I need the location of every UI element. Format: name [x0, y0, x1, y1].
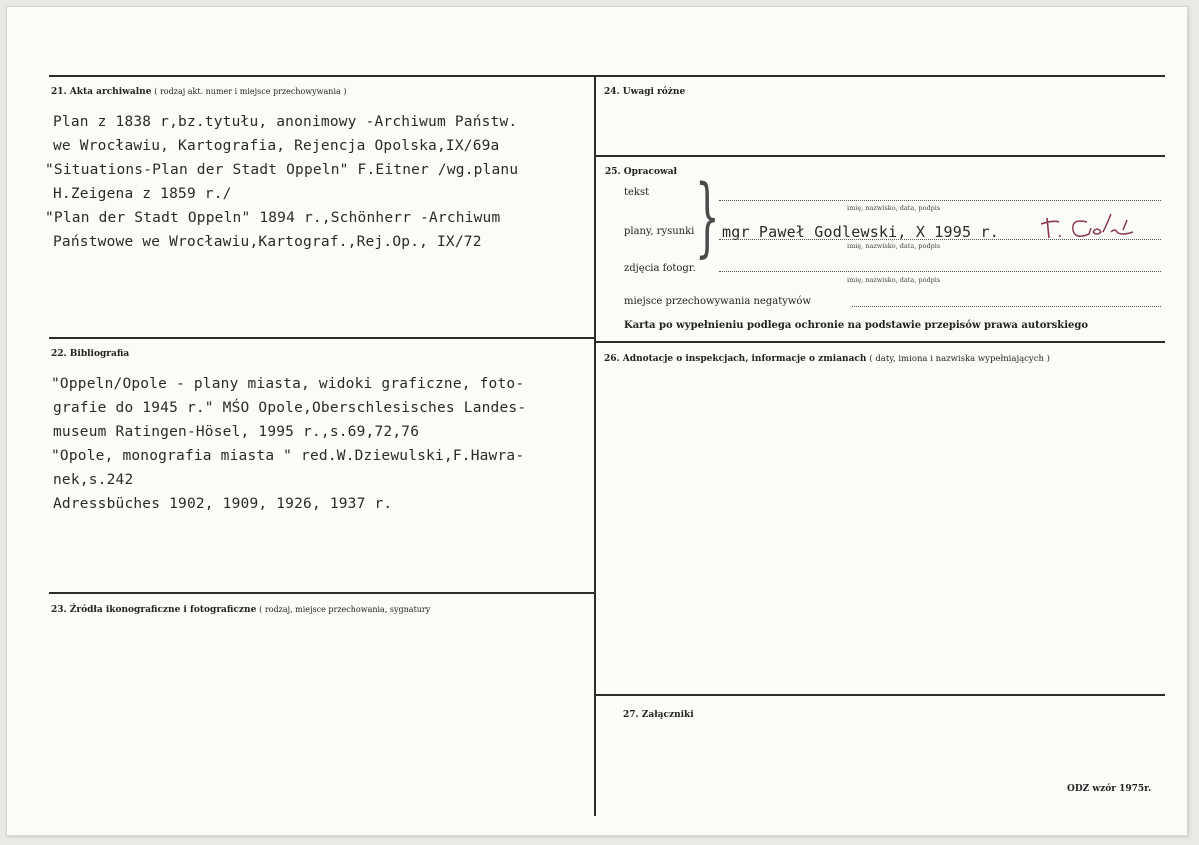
section-21-line: H.Zeigena z 1859 r./ — [53, 186, 232, 202]
rule-24-25 — [596, 155, 1165, 157]
section-22-line: Adressbüches 1902, 1909, 1926, 1937 r. — [53, 496, 393, 512]
section-25-heading — [605, 167, 677, 177]
section-21-line: "Plan der Stadt Oppeln" 1894 r.,Schönherr -Archiwum — [45, 210, 501, 226]
section-22-line: "Oppeln/Opole - plany miasta, widoki graficzne, foto- — [51, 376, 525, 392]
section-24-heading — [604, 87, 685, 97]
section-27-heading — [623, 710, 694, 720]
section-25-label: 25. Opracował — [605, 167, 678, 177]
rule-25-26 — [596, 341, 1165, 343]
section-22-line: "Opole, monografia miasta " red.W.Dziewulski,F.Hawra- — [51, 448, 525, 464]
section-22-line: nek,s.242 — [53, 472, 134, 488]
section-23-heading — [51, 605, 430, 615]
section-26-label: 26. Adnotacje o inspekcjach, informacje o zmianach — [604, 354, 867, 364]
row-plany-value: mgr Paweł Godlewski, X 1995 r. — [722, 223, 999, 241]
column-divider — [594, 76, 596, 816]
section-22-line: museum Ratingen-Hösel, 1995 r.,s.69,72,76 — [53, 424, 420, 440]
brace-icon: } — [695, 167, 720, 267]
section-26-heading — [604, 354, 1050, 364]
section-24-label: 24. Uwagi różne — [604, 87, 686, 97]
row-miejsce-label: miejsce przechowywania negatywów — [624, 296, 811, 307]
row-zdjecia-label: zdjęcia fotogr. — [624, 263, 696, 274]
copyright-note: Karta po wypełnieniu podlega ochronie na podstawie przepisów prawa autorskiego — [624, 320, 1089, 331]
form-id: ODZ wzór 1975r. — [1067, 784, 1152, 794]
section-22-label: 22. Bibliografia — [51, 349, 130, 359]
top-rule — [49, 75, 1165, 77]
signature-icon — [1037, 210, 1137, 246]
section-23-label: 23. Źródła ikonograficzne i fotograficzne — [51, 605, 257, 615]
section-21-hint: ( rodzaj akt. numer i miejsce przechowywania ) — [154, 87, 347, 96]
section-22-heading — [51, 349, 129, 359]
record-card — [6, 6, 1188, 836]
row-tekst-caption: imię, nazwisko, data, podpis — [847, 204, 941, 212]
row-plany-caption: imię, nazwisko, data, podpis — [847, 242, 941, 250]
section-21-line: "Situations-Plan der Stadt Oppeln" F.Eitner /wg.planu — [45, 162, 519, 178]
rule-26-27 — [596, 694, 1165, 696]
section-21-line: we Wrocławiu, Kartografia, Rejencja Opolska,IX/69a — [53, 138, 500, 154]
rule-21-22 — [49, 337, 595, 339]
row-tekst-line — [719, 200, 1161, 201]
section-26-hint: ( daty, imiona i nazwiska wypełniających ) — [869, 354, 1050, 364]
row-plany-label: plany, rysunki — [624, 226, 695, 237]
row-tekst-label: tekst — [624, 187, 650, 198]
row-zdjecia-line — [719, 271, 1161, 272]
section-23-hint: ( rodzaj, miejsce przechowania, sygnatury — [259, 605, 431, 614]
section-21-heading — [51, 87, 346, 97]
section-22-line: grafie do 1945 r." MŚO Opole,Oberschlesisches Landes- — [53, 400, 527, 416]
rule-22-23 — [49, 592, 595, 594]
section-22-text — [53, 372, 526, 516]
section-27-label: 27. Załączniki — [623, 710, 694, 720]
row-zdjecia-caption: imię, nazwisko, data, podpis — [847, 276, 941, 284]
section-21-text — [45, 110, 519, 254]
section-21-line: Plan z 1838 r,bz.tytułu, anonimowy -Archiwum Państw. — [53, 114, 518, 130]
section-21-label: 21. Akta archiwalne — [51, 87, 152, 97]
section-21-line: Państwowe we Wrocławiu,Kartograf.,Rej.Op., IX/72 — [53, 234, 482, 250]
row-miejsce-line — [852, 306, 1161, 307]
